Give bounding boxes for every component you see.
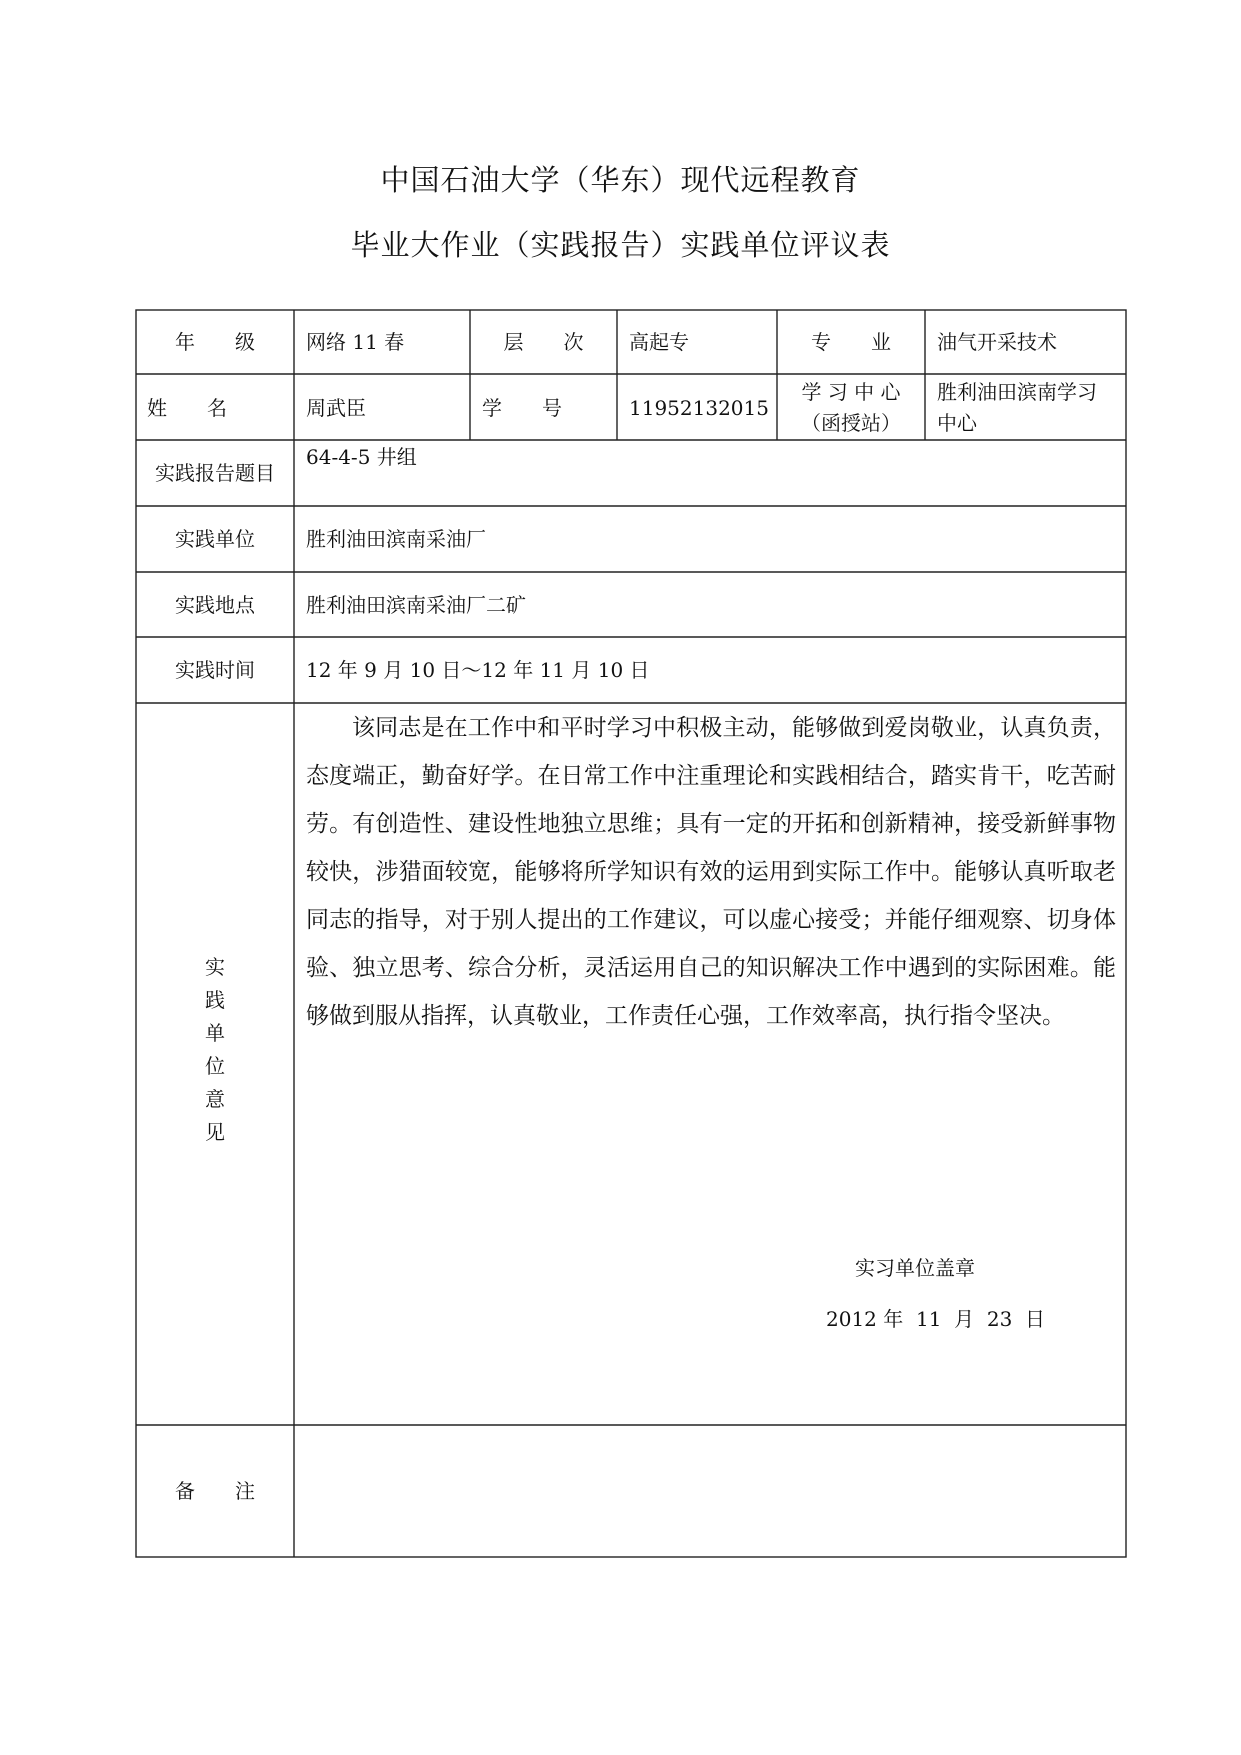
unit-opinion-label	[200, 951, 230, 1149]
grade-value: 网络 11 春	[306, 330, 405, 354]
level-value: 高起专	[629, 330, 689, 354]
learning-center-value-line1: 胜利油田滨南学习	[937, 380, 1097, 404]
unit-opinion-text: 该同志是在工作中和平时学习中积极主动，能够做到爱岗敬业，认真负责，态度端正，勤奋好学。在日常工作中注重理论和实践相结合，踏实肯干，吃苦耐劳。有创造性、建设性地独立思维；具有一定的开拓和创新精神，接受新鲜事物较快，涉猎面较宽，能够将所学知识有效的运用到实际工作中。能够认真听取老同志的指导，对于别人提出的工作建议，可以虚心接受；并能仔细观察、切身体验、独立思考、综合分析，灵活运用自己的知识解决工作中遇到的实际困难。能够做到服从指挥，认真敬业，工作责任心强，工作效率高，执行指令坚决。	[306, 715, 1116, 1029]
document-title-line2: 毕业大作业（实践报告）实践单位评议表	[350, 228, 891, 262]
major-label: 专 业	[811, 330, 891, 354]
opinion-label-char: 意	[205, 1087, 225, 1111]
student-id-value: 11952132015	[629, 396, 769, 420]
signature-date: 2012 年 11 月 23 日	[826, 1307, 1046, 1331]
practice-time-value: 12 年 9 月 10 日～12 年 11 月 10 日	[306, 658, 650, 682]
opinion-label-char: 单	[205, 1021, 225, 1045]
report-title-label: 实践报告题目	[155, 461, 275, 485]
stamp-caption: 实习单位盖章	[855, 1256, 975, 1280]
level-label: 层 次	[503, 330, 584, 354]
remarks-label: 备 注	[175, 1479, 255, 1503]
practice-unit-value: 胜利油田滨南采油厂	[306, 527, 486, 551]
opinion-label-char: 位	[205, 1054, 225, 1078]
student-id-label: 学 号	[482, 396, 562, 420]
name-label: 姓 名	[147, 396, 227, 420]
learning-center-label-line2: （函授站）	[801, 411, 901, 435]
grade-label: 年 级	[175, 330, 255, 354]
opinion-label-char: 实	[205, 955, 225, 979]
opinion-label-char: 践	[205, 988, 225, 1012]
learning-center-label-line1: 学 习 中 心	[801, 380, 901, 404]
opinion-label-char: 见	[205, 1120, 225, 1144]
learning-center-label	[777, 381, 925, 434]
practice-location-label: 实践地点	[175, 593, 255, 617]
report-title-value: 64-4-5 井组	[306, 445, 417, 469]
practice-location-value: 胜利油田滨南采油厂二矿	[306, 593, 526, 617]
learning-center-value	[937, 381, 1097, 434]
major-value: 油气开采技术	[937, 330, 1057, 354]
document-title-line1: 中国石油大学（华东）现代远程教育	[380, 163, 861, 197]
learning-center-value-line2: 中心	[937, 411, 977, 435]
practice-time-label: 实践时间	[175, 658, 255, 682]
practice-unit-label: 实践单位	[175, 527, 255, 551]
name-value: 周武臣	[306, 396, 366, 420]
